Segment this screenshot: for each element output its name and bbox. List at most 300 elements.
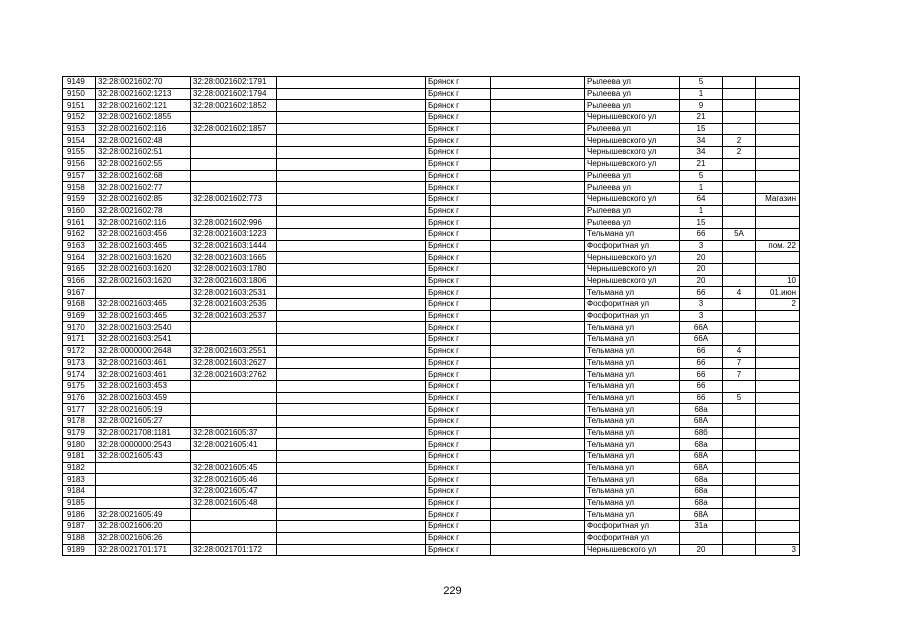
cell-extra: пом. 22	[756, 240, 800, 252]
cell-empty-column	[277, 193, 426, 205]
cell-cadastral-number: 32:28:0021603:2541	[96, 334, 191, 346]
table-row	[63, 439, 800, 451]
cell-cadastral-number: 32:28:0021602:121	[96, 100, 191, 112]
cell-street: Чернышевского ул	[585, 264, 680, 276]
cell-cadastral-number: 32:28:0021602:55	[96, 158, 191, 170]
cell-extra	[756, 380, 800, 392]
cell-object-number: 32:28:0021602:1852	[191, 100, 277, 112]
cell-cadastral-number: 32:28:0021605:19	[96, 404, 191, 416]
cell-building	[723, 123, 756, 135]
cell-object-number: 32:28:0021603:1444	[191, 240, 277, 252]
cell-extra: 10	[756, 275, 800, 287]
cell-city: Брянск г	[426, 439, 491, 451]
cell-city: Брянск г	[426, 100, 491, 112]
cell-empty-column	[277, 345, 426, 357]
cell-building	[723, 217, 756, 229]
cell-object-number: 32:28:0021603:2537	[191, 310, 277, 322]
table-row	[63, 275, 800, 287]
cell-extra: 2	[756, 299, 800, 311]
cell-cadastral-number: 32:28:0021603:465	[96, 240, 191, 252]
table-row	[63, 135, 800, 147]
cell-city: Брянск г	[426, 112, 491, 124]
cell-empty-column	[277, 532, 426, 544]
table-row	[63, 521, 800, 533]
cell-empty-column-2	[491, 334, 585, 346]
cell-building: 7	[723, 357, 756, 369]
cell-house: 3	[680, 240, 723, 252]
cell-building: 5А	[723, 228, 756, 240]
cell-row-number: 9173	[63, 357, 96, 369]
cell-cadastral-number	[96, 497, 191, 509]
cell-cadastral-number: 32:28:0021603:461	[96, 369, 191, 381]
cell-street: Фосфоритная ул	[585, 310, 680, 322]
cell-row-number: 9175	[63, 380, 96, 392]
cell-extra: 3	[756, 544, 800, 556]
cell-building	[723, 252, 756, 264]
cell-city: Брянск г	[426, 240, 491, 252]
cell-city: Брянск г	[426, 228, 491, 240]
cell-building	[723, 182, 756, 194]
cell-street: Чернышевского ул	[585, 275, 680, 287]
cell-house: 66	[680, 345, 723, 357]
cell-object-number: 32:28:0021603:2535	[191, 299, 277, 311]
cell-house: 1	[680, 88, 723, 100]
cell-empty-column-2	[491, 147, 585, 159]
cell-extra	[756, 112, 800, 124]
cell-empty-column	[277, 544, 426, 556]
cell-street: Тельмана ул	[585, 462, 680, 474]
cell-object-number: 32:28:0021605:37	[191, 427, 277, 439]
cell-cadastral-number: 32:28:0000000:2648	[96, 345, 191, 357]
cell-empty-column	[277, 228, 426, 240]
table-row	[63, 509, 800, 521]
cell-row-number: 9167	[63, 287, 96, 299]
cell-house: 68а	[680, 439, 723, 451]
cell-cadastral-number: 32:28:0000000:2543	[96, 439, 191, 451]
table-row	[63, 532, 800, 544]
cell-city: Брянск г	[426, 404, 491, 416]
cell-city: Брянск г	[426, 147, 491, 159]
cell-building	[723, 334, 756, 346]
cell-extra	[756, 100, 800, 112]
cell-cadastral-number	[96, 462, 191, 474]
cell-building	[723, 264, 756, 276]
cell-row-number: 9177	[63, 404, 96, 416]
cell-object-number	[191, 205, 277, 217]
cell-city: Брянск г	[426, 474, 491, 486]
cell-house: 34	[680, 135, 723, 147]
cell-cadastral-number: 32:28:0021605:27	[96, 415, 191, 427]
cell-empty-column	[277, 509, 426, 521]
cell-house: 5	[680, 170, 723, 182]
cell-cadastral-number: 32:28:0021602:48	[96, 135, 191, 147]
cell-house: 3	[680, 310, 723, 322]
cell-extra	[756, 158, 800, 170]
table-row	[63, 334, 800, 346]
cell-building	[723, 404, 756, 416]
cell-house: 34	[680, 147, 723, 159]
cell-empty-column-2	[491, 474, 585, 486]
cell-building	[723, 112, 756, 124]
table-row	[63, 193, 800, 205]
cell-object-number: 32:28:0021603:2627	[191, 357, 277, 369]
cell-empty-column	[277, 100, 426, 112]
table-row	[63, 217, 800, 229]
cell-street: Тельмана ул	[585, 509, 680, 521]
table-row	[63, 240, 800, 252]
cell-building	[723, 415, 756, 427]
table-row	[63, 205, 800, 217]
cell-empty-column-2	[491, 345, 585, 357]
cell-empty-column-2	[491, 100, 585, 112]
cell-cadastral-number: 32:28:0021606:26	[96, 532, 191, 544]
cell-empty-column-2	[491, 287, 585, 299]
cell-row-number: 9184	[63, 486, 96, 498]
cell-empty-column-2	[491, 112, 585, 124]
cell-row-number: 9189	[63, 544, 96, 556]
cell-city: Брянск г	[426, 170, 491, 182]
cell-street: Рылеева ул	[585, 77, 680, 89]
cell-empty-column-2	[491, 77, 585, 89]
cell-extra	[756, 182, 800, 194]
cell-city: Брянск г	[426, 380, 491, 392]
cell-building	[723, 100, 756, 112]
cell-city: Брянск г	[426, 392, 491, 404]
cell-building	[723, 521, 756, 533]
cell-object-number: 32:28:0021605:46	[191, 474, 277, 486]
cell-city: Брянск г	[426, 88, 491, 100]
cell-row-number: 9171	[63, 334, 96, 346]
cell-empty-column	[277, 521, 426, 533]
cell-house: 64	[680, 193, 723, 205]
cell-empty-column	[277, 170, 426, 182]
cell-object-number: 32:28:0021605:48	[191, 497, 277, 509]
table-row	[63, 310, 800, 322]
cell-row-number: 9150	[63, 88, 96, 100]
table-row	[63, 380, 800, 392]
table-row	[63, 486, 800, 498]
cell-empty-column	[277, 322, 426, 334]
cell-house: 68б	[680, 427, 723, 439]
table-row	[63, 462, 800, 474]
cell-empty-column-2	[491, 264, 585, 276]
cell-extra	[756, 217, 800, 229]
cell-object-number	[191, 521, 277, 533]
cell-extra	[756, 497, 800, 509]
cell-street: Чернышевского ул	[585, 193, 680, 205]
cell-building	[723, 509, 756, 521]
cell-row-number: 9186	[63, 509, 96, 521]
cell-house: 1	[680, 205, 723, 217]
cell-city: Брянск г	[426, 486, 491, 498]
cell-row-number: 9185	[63, 497, 96, 509]
cell-house: 66	[680, 369, 723, 381]
cell-cadastral-number: 32:28:0021602:1213	[96, 88, 191, 100]
cell-empty-column-2	[491, 497, 585, 509]
cell-city: Брянск г	[426, 299, 491, 311]
cell-street: Тельмана ул	[585, 369, 680, 381]
cell-city: Брянск г	[426, 521, 491, 533]
cell-row-number: 9183	[63, 474, 96, 486]
cell-empty-column	[277, 112, 426, 124]
page-number: 229	[443, 585, 462, 597]
cell-empty-column-2	[491, 322, 585, 334]
cell-extra	[756, 264, 800, 276]
cell-empty-column-2	[491, 462, 585, 474]
cell-building	[723, 439, 756, 451]
cell-empty-column-2	[491, 240, 585, 252]
cell-empty-column	[277, 299, 426, 311]
cell-object-number: 32:28:0021603:1780	[191, 264, 277, 276]
cell-row-number: 9182	[63, 462, 96, 474]
cell-house: 68А	[680, 451, 723, 463]
cell-city: Брянск г	[426, 369, 491, 381]
cell-building: 4	[723, 287, 756, 299]
cell-row-number: 9178	[63, 415, 96, 427]
cell-cadastral-number: 32:28:0021605:43	[96, 451, 191, 463]
cell-empty-column	[277, 252, 426, 264]
cell-city: Брянск г	[426, 287, 491, 299]
cell-row-number: 9164	[63, 252, 96, 264]
table-body	[63, 77, 800, 556]
cell-cadastral-number: 32:28:0021602:51	[96, 147, 191, 159]
cell-house: 66	[680, 287, 723, 299]
cell-empty-column	[277, 497, 426, 509]
cell-empty-column	[277, 287, 426, 299]
cell-building	[723, 275, 756, 287]
cell-street: Тельмана ул	[585, 228, 680, 240]
cell-empty-column	[277, 217, 426, 229]
cell-empty-column-2	[491, 123, 585, 135]
cell-city: Брянск г	[426, 509, 491, 521]
cell-house: 15	[680, 123, 723, 135]
cell-extra	[756, 170, 800, 182]
cell-house: 68А	[680, 509, 723, 521]
cell-city: Брянск г	[426, 123, 491, 135]
cell-extra: Магазин	[756, 193, 800, 205]
cell-empty-column	[277, 369, 426, 381]
cell-empty-column-2	[491, 217, 585, 229]
cell-extra	[756, 509, 800, 521]
cell-house: 15	[680, 217, 723, 229]
cell-street: Тельмана ул	[585, 322, 680, 334]
cell-empty-column-2	[491, 521, 585, 533]
cell-extra	[756, 392, 800, 404]
cell-row-number: 9187	[63, 521, 96, 533]
cell-empty-column-2	[491, 310, 585, 322]
cell-empty-column-2	[491, 451, 585, 463]
cell-row-number: 9158	[63, 182, 96, 194]
cell-extra	[756, 474, 800, 486]
cell-extra	[756, 369, 800, 381]
cell-row-number: 9180	[63, 439, 96, 451]
cell-city: Брянск г	[426, 357, 491, 369]
cell-empty-column	[277, 334, 426, 346]
cell-street: Фосфоритная ул	[585, 299, 680, 311]
table-row	[63, 77, 800, 89]
cell-city: Брянск г	[426, 345, 491, 357]
cell-cadastral-number: 32:28:0021602:116	[96, 217, 191, 229]
cell-extra	[756, 357, 800, 369]
cell-cadastral-number	[96, 287, 191, 299]
cell-object-number: 32:28:0021605:41	[191, 439, 277, 451]
cell-cadastral-number: 32:28:0021603:459	[96, 392, 191, 404]
cell-object-number: 32:28:0021603:2551	[191, 345, 277, 357]
cell-street: Тельмана ул	[585, 345, 680, 357]
cell-street: Фосфоритная ул	[585, 521, 680, 533]
cell-empty-column	[277, 404, 426, 416]
cell-object-number	[191, 170, 277, 182]
cell-row-number: 9163	[63, 240, 96, 252]
cell-street: Тельмана ул	[585, 287, 680, 299]
cell-cadastral-number: 32:28:0021603:1620	[96, 252, 191, 264]
table-row	[63, 415, 800, 427]
cell-extra	[756, 521, 800, 533]
cell-extra	[756, 439, 800, 451]
cell-cadastral-number: 32:28:0021602:1855	[96, 112, 191, 124]
cell-object-number: 32:28:0021605:45	[191, 462, 277, 474]
cell-empty-column	[277, 439, 426, 451]
cell-empty-column	[277, 135, 426, 147]
cell-object-number	[191, 158, 277, 170]
cell-city: Брянск г	[426, 135, 491, 147]
cell-cadastral-number: 32:28:0021606:20	[96, 521, 191, 533]
cell-object-number: 32:28:0021602:996	[191, 217, 277, 229]
cell-row-number: 9155	[63, 147, 96, 159]
table-row	[63, 427, 800, 439]
cell-empty-column	[277, 380, 426, 392]
cell-empty-column-2	[491, 158, 585, 170]
cell-empty-column-2	[491, 369, 585, 381]
cell-object-number: 32:28:0021602:1791	[191, 77, 277, 89]
cell-empty-column-2	[491, 439, 585, 451]
cell-house: 20	[680, 544, 723, 556]
cell-empty-column-2	[491, 182, 585, 194]
cell-extra	[756, 532, 800, 544]
table-row	[63, 147, 800, 159]
cell-object-number	[191, 380, 277, 392]
cell-house: 66	[680, 392, 723, 404]
cell-empty-column-2	[491, 275, 585, 287]
cell-object-number: 32:28:0021603:1806	[191, 275, 277, 287]
data-table	[62, 76, 800, 556]
cell-city: Брянск г	[426, 415, 491, 427]
cell-row-number: 9160	[63, 205, 96, 217]
cell-street: Рылеева ул	[585, 182, 680, 194]
cell-city: Брянск г	[426, 205, 491, 217]
cell-city: Брянск г	[426, 322, 491, 334]
cell-empty-column	[277, 88, 426, 100]
cell-empty-column	[277, 147, 426, 159]
cell-empty-column-2	[491, 532, 585, 544]
cell-street: Чернышевского ул	[585, 158, 680, 170]
cell-empty-column-2	[491, 170, 585, 182]
cell-street: Тельмана ул	[585, 415, 680, 427]
cell-building	[723, 451, 756, 463]
cell-street: Рылеева ул	[585, 170, 680, 182]
cell-empty-column-2	[491, 88, 585, 100]
cell-house: 66	[680, 357, 723, 369]
cell-empty-column	[277, 264, 426, 276]
table-row	[63, 451, 800, 463]
cell-extra	[756, 147, 800, 159]
cell-empty-column-2	[491, 380, 585, 392]
cell-object-number	[191, 532, 277, 544]
cell-street: Чернышевского ул	[585, 544, 680, 556]
cell-extra	[756, 486, 800, 498]
cell-building	[723, 205, 756, 217]
cell-building	[723, 462, 756, 474]
cell-object-number: 32:28:0021603:1223	[191, 228, 277, 240]
cell-empty-column-2	[491, 509, 585, 521]
table-row	[63, 170, 800, 182]
cell-extra	[756, 88, 800, 100]
cell-building	[723, 170, 756, 182]
cell-row-number: 9174	[63, 369, 96, 381]
cell-extra	[756, 228, 800, 240]
cell-extra	[756, 427, 800, 439]
table-row	[63, 474, 800, 486]
cell-empty-column	[277, 205, 426, 217]
cell-street: Тельмана ул	[585, 404, 680, 416]
cell-city: Брянск г	[426, 544, 491, 556]
cell-city: Брянск г	[426, 451, 491, 463]
cell-cadastral-number: 32:28:0021603:461	[96, 357, 191, 369]
cell-street: Чернышевского ул	[585, 147, 680, 159]
cell-building	[723, 158, 756, 170]
cell-building: 7	[723, 369, 756, 381]
cell-row-number: 9156	[63, 158, 96, 170]
cell-cadastral-number: 32:28:0021603:453	[96, 380, 191, 392]
cell-row-number: 9176	[63, 392, 96, 404]
cell-object-number: 32:28:0021603:2762	[191, 369, 277, 381]
cell-empty-column	[277, 275, 426, 287]
cell-house: 66	[680, 228, 723, 240]
cell-house: 68А	[680, 462, 723, 474]
cell-building	[723, 427, 756, 439]
cell-city: Брянск г	[426, 334, 491, 346]
cell-house	[680, 532, 723, 544]
cell-empty-column-2	[491, 392, 585, 404]
cell-street: Тельмана ул	[585, 451, 680, 463]
cell-house: 3	[680, 299, 723, 311]
cell-cadastral-number: 32:28:0021602:77	[96, 182, 191, 194]
cell-object-number: 32:28:0021603:1665	[191, 252, 277, 264]
cell-street: Рылеева ул	[585, 217, 680, 229]
cell-house: 68а	[680, 404, 723, 416]
cell-cadastral-number: 32:28:0021602:85	[96, 193, 191, 205]
cell-house: 68а	[680, 474, 723, 486]
cell-cadastral-number: 32:28:0021602:70	[96, 77, 191, 89]
cell-street: Тельмана ул	[585, 497, 680, 509]
cell-city: Брянск г	[426, 264, 491, 276]
cell-empty-column	[277, 310, 426, 322]
cell-row-number: 9170	[63, 322, 96, 334]
cell-row-number: 9153	[63, 123, 96, 135]
cell-empty-column-2	[491, 415, 585, 427]
cell-building	[723, 240, 756, 252]
cell-object-number: 32:28:0021602:773	[191, 193, 277, 205]
table-row	[63, 100, 800, 112]
cell-street: Фосфоритная ул	[585, 240, 680, 252]
cell-house: 66	[680, 380, 723, 392]
table-row	[63, 392, 800, 404]
cell-building	[723, 88, 756, 100]
cell-object-number: 32:28:0021602:1794	[191, 88, 277, 100]
cell-cadastral-number: 32:28:0021603:2540	[96, 322, 191, 334]
cell-cadastral-number: 32:28:0021603:465	[96, 299, 191, 311]
cell-building	[723, 310, 756, 322]
